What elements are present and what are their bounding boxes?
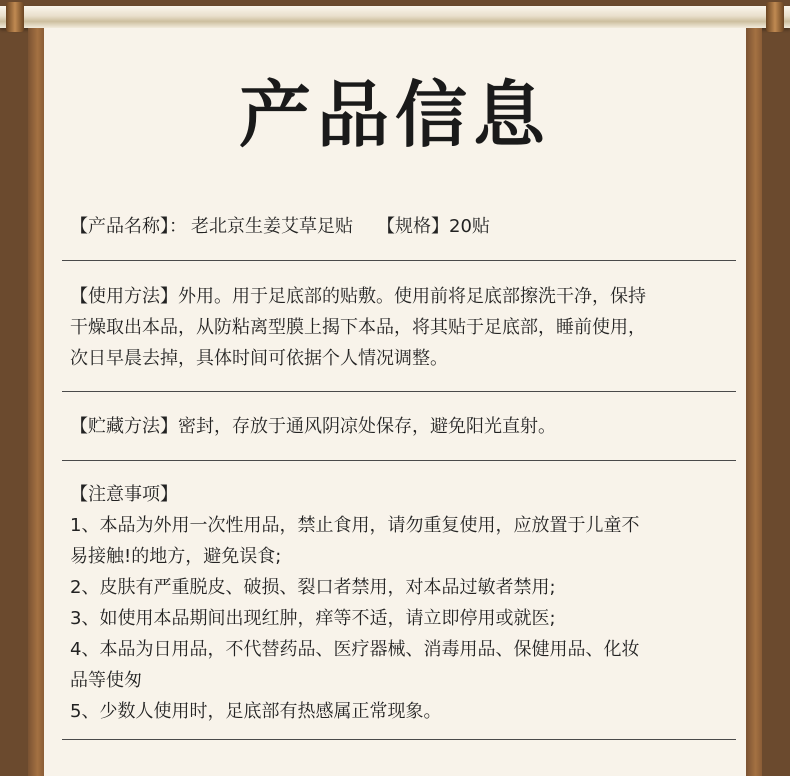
scroll-rod-cap-left <box>6 2 24 32</box>
usage-line: 【使用方法】外用。用于足底部的贴敷。使用前将足底部擦洗干净，保持 <box>70 286 646 307</box>
divider <box>62 260 736 261</box>
product-name-label: 【产品名称】： <box>70 216 187 237</box>
usage-line: 干燥取出本品，从防粘离型膜上揭下本品，将其贴于足底部，睡前使用， <box>70 317 646 338</box>
notes-heading: 【注意事项】 <box>70 484 178 505</box>
divider <box>62 391 736 392</box>
product-info <box>70 211 740 242</box>
notes-line: 易接触!的地方，避免误食; <box>70 546 282 567</box>
storage-text: 【贮藏方法】密封，存放于通风阴凉处保存，避免阳光直射。 <box>70 416 556 437</box>
notes-line: 1、本品为外用一次性用品，禁止食用，请勿重复使用，应放置于儿童不 <box>70 515 640 536</box>
storage-section <box>70 411 740 442</box>
divider <box>62 739 736 740</box>
scroll-rod-cap-right <box>766 2 784 32</box>
notes-line: 3、如使用本品期间出现红肿，痒等不适，请立即停用或就医; <box>70 608 556 629</box>
divider <box>62 460 736 461</box>
notes-line: 4、本品为日用品，不代替药品、医疗器械、消毒用品、保健用品、化妆 <box>70 639 640 660</box>
notes-line: 品等使匆 <box>70 670 142 691</box>
notes-line: 2、皮肤有严重脱皮、破损、裂口者禁用，对本品过敏者禁用; <box>70 577 556 598</box>
product-name-value: 老北京生姜艾草足贴 <box>191 216 353 237</box>
spec-value: 20贴 <box>449 216 490 237</box>
notes-section <box>70 479 740 727</box>
page-title: 产品信息 <box>238 73 551 157</box>
usage-section <box>70 281 740 374</box>
spec-label: 【规格】 <box>377 216 449 237</box>
notes-line: 5、少数人使用时，足底部有热感属正常现象。 <box>70 701 442 722</box>
scroll-rod <box>0 6 790 28</box>
usage-line: 次日早晨去掉，具体时间可依据个人情况调整。 <box>70 348 448 369</box>
